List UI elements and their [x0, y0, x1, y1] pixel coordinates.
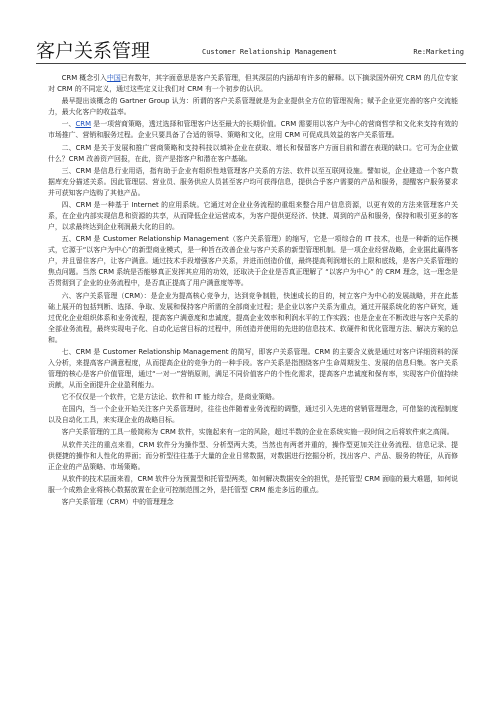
page-title: 客户关系管理 — [36, 40, 151, 62]
paragraph: 二、CRM 是关于发展和推广营商策略和支持科技以填补企业在获取、增长和保留客户方面目前和潜在表现的缺口。它可为企业做什么？CRM 改善资产回报，在此，资产是指客户和潜在客户基础。 — [48, 143, 458, 163]
paragraph-text: 已有数年，其字面意思是客户关系管理，但其深层的内涵却有许多的解释。以下摘录国外研究 CRM 的几位专家对 CRM 的不同定义，通过这些定义让我们对 CRM 有一个初步的认识。 — [48, 74, 459, 94]
header-divider — [36, 63, 466, 64]
document-header — [36, 40, 466, 62]
paragraph-text: CRM 概念引入 — [61, 74, 107, 82]
paragraph: 从软件的技术层面来看，CRM 软件分为预置型和托管型两类，如何解决数据安全的担忧，是托管型 CRM 面临的最大难题，如何说服一个成熟企业将核心数据放置在企业可控制范围之外，是托管型 CRM 能走多远的重点。 — [48, 474, 458, 494]
paragraph: 它不仅仅是一个软件，它是方法论、软件和 IT 能力综合，是商业策略。 — [61, 393, 279, 402]
paragraph: 从软件关注的重点来看，CRM 软件分为操作型、分析型两大类，当然也有两者并重的，操作型更加关注业务流程、信息记录、提供便捷的操作和人性化的界面；而分析型往往基于大量的企业日常数据，对数据进行挖掘分析，找出客户、产品、服务的特征，从而修正企业的产品策略、市场策略。 — [48, 440, 458, 471]
paragraph — [48, 119, 458, 141]
paragraph: 客户关系管理的工具一般简称为 CRM 软件，实施起来有一定的风险，超过半数的企业在系统实施一段时间之后将软件束之高阁。 — [61, 428, 454, 437]
paragraph: 四、CRM 是一种基于 Internet 的应用系统。它通过对企业业务流程的重组来整合用户信息资源，以更有效的方法来管理客户关系，在企业内部实现信息和资源的共享，从而降低企业运营成本，为客户提供更经济、快捷、周到的产品和服务，保持和吸引更多的客户，以求最终达到企业利润最大化的目的。 — [48, 200, 458, 232]
paragraph: 三、CRM 是信息行业用语，指有助于企业有组织性地管理客户关系的方法、软件以至互联网设施。譬如说，企业建造一个客户数据库充分描述关系。因此管理层、营业员、服务供应人员甚至客户均可获得信息，提供合乎客户需要的产品和服务，提醒客户服务要求并可获知客户选购了其他产品。 — [48, 166, 458, 197]
paragraph: 五、CRM 是 Customer Relationship Management（客户关系管理）的缩写，它是一项综合的 IT 技术，也是一种新的运作模式，它源于“以客户为中心”的新型商业模式，是一种旨在改善企业与客户关系的新型管理机制。是一项企业经营战略，企业据此赢得客户，并且留住客户，让客户满意。通过技术手段增强客户关系，并进而创造价值，最终提高利润增长的上限和底线，是客户关系管理的焦点问题。当然 CRM 系统是否能够真正发挥其应用的功效，还取决于企业是否真正理解了 “以客户为中心” 的 CRM 理念，这一理念是否贯彻到了企业的业务流程中，是否真正提高了用户满意度等等。 — [48, 235, 458, 288]
paragraph-text: 一、 — [61, 120, 76, 129]
paragraph: 客户关系管理（CRM）中的管理理念 — [61, 498, 174, 507]
paragraph: 六、客户关系管理（CRM）：是企业为提高核心竞争力，达到竞争制胜，快速成长的目的，树立客户为中心的发展战略，并在此基础上展开的包括判断、选择、争取、发展和保持客户所需的全部商业过程；是企业以客户关系为重点，通过开展系统化的客户研究，通过优化企业组织体系和业务流程，提高客户满意度和忠诚度，提高企业效率和利润水平的工作实践；也是企业在不断改进与客户关系的全部业务流程，最终实现电子化、自动化运营目标的过程中，所创造并使用的先进的信息技术、软硬件和优化管理方法、解决方案的总和。 — [48, 291, 458, 344]
inline-link[interactable]: 中国 — [106, 74, 121, 82]
header-tag: Re:Marketing — [413, 48, 464, 56]
page-subtitle: Customer Relationship Management — [202, 48, 337, 56]
document-body — [48, 73, 458, 509]
paragraph: 七、CRM 是 Customer Relationship Management 的简写，即客户关系管理。CRM 的主要含义就是通过对客户详细资料的深入分析，来提高客户满意程度，从而提高企业的竞争力的一种手段。客户关系是指围绕客户生命周期发生、发展的信息归集。客户关系管理的核心是客户价值管理，通过“一对一”营销原则，满足不同价值客户的个性化需求，提高客户忠诚度和保有率，实现客户价值持续贡献，从而全面提升企业盈利能力。 — [48, 347, 458, 390]
inline-link[interactable]: CRM — [75, 120, 92, 129]
paragraph: 最早提出该概念的 Gartner Group 认为：所谓的客户关系管理就是为企业提供全方位的管理视角；赋予企业更完善的客户交流能力，最大化客户的收益率。 — [48, 97, 458, 117]
paragraph — [48, 73, 458, 95]
paragraph-text: 是一项营商策略，透过选择和管理客户达至最大的长期价值。CRM 需要用以客户为中心的营商哲学和文化来支持有效的市场推广、营销和服务过程。企业只要具备了合适的领导、策略和文化，应用 CRM 可促成具效益的客户关系管理。 — [48, 120, 459, 140]
paragraph: 在国内，当一个企业开始关注客户关系管理时，往往也伴随着业务流程的调整，通过引入先进的营销管理理念，可借鉴的流程制度以及自动化工具，来实现企业的战略目标。 — [48, 405, 458, 425]
